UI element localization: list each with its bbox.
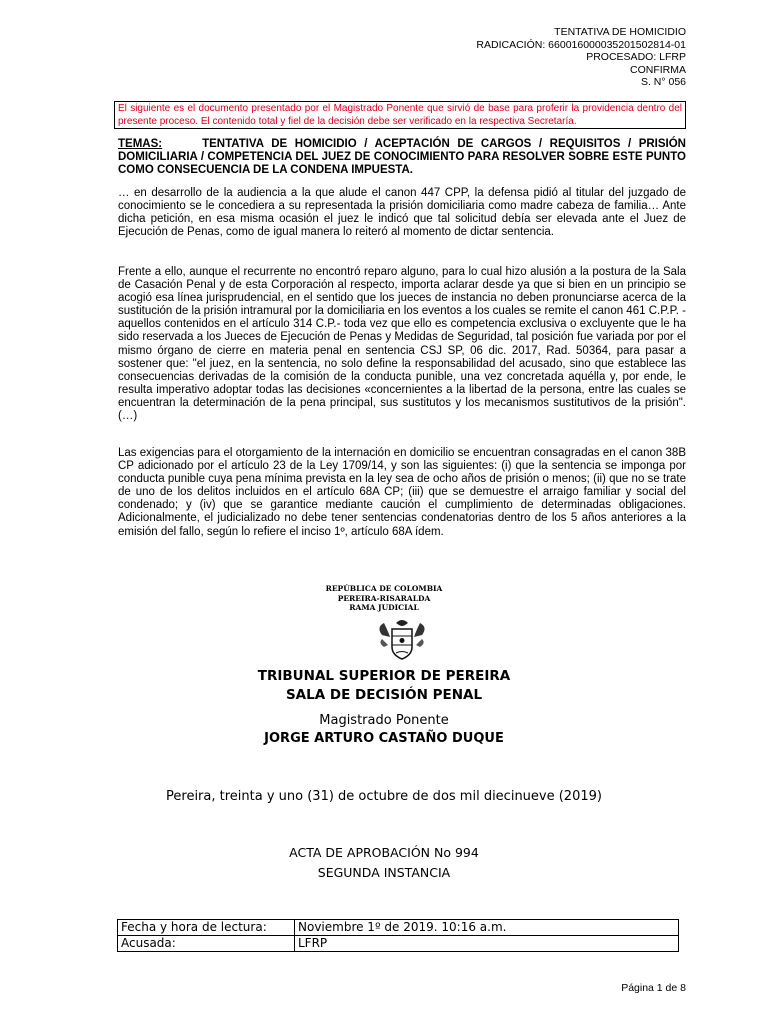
place-date: Pereira, treinta y uno (31) de octubre de dos mil diecinueve (2019) <box>166 789 602 804</box>
institution-branch: RAMA JUDICIAL <box>349 603 419 612</box>
table-value: Noviembre 1º de 2019. 10:16 a.m. <box>295 920 679 936</box>
body-paragraph-3: Las exigencias para el otorgamiento de la internación en domicilio se encuentran consagradas en el canon 38B CP adicionado por el artículo 23 de la Ley 1709/14, y son las siguientes: (i) que la sentencia se imponga por conducta punible cuya pena mínima prevista en la ley sea de ocho años de prisión o menos; (ii) que no se trate de uno de los delitos incluidos en el artículo 68A CP; (iii) que se demuestre el arraigo familiar y social del condenado; y (iv) que se garantice mediante caución el cumplimiento de determinadas obligaciones. Adicionalmente, el judicializado no debe tener sentencias condenatorias dentro de los 5 años anteriores a la emisión del fallo, según lo refiere el inciso 1º, artículo 68A ídem. <box>118 447 686 538</box>
table-row <box>118 920 679 936</box>
tribunal-chamber: SALA DE DECISIÓN PENAL <box>285 687 483 703</box>
body-paragraph-2: Frente a ello, aunque el recurrente no encontró reparo alguno, para lo cual hizo alusión a la postura de la Sala de Casación Penal y de esta Corporación al respecto, importa aclarar desde ya que si bien en un principio se acogió esa línea jurisprudencial, en el sentido que los jueces de instancia no deben pronunciarse acerca de la sustitución de la prisión intramural por la domiciliaria en los eventos a los cuales se remite el canon 461 C.P.P. -aquellos contenidos en el artículo 314 C.P.- toda vez que ello es competencia exclusiva o excluyente que le ha sido reservada a los Jueces de Ejecución de Penas y Medidas de Seguridad, tal posición fue variada por por el mismo órgano de cierre en materia penal en sentencia CSJ SP, 06 dic. 2017, Rad. 50364, para pasar a sostener que: "el juez, en la sentencia, no solo define la responsabilidad del acusado, sino que establece las consecuencias derivadas de la comisión de la conducta punible, una vez concretada aquélla y, por ende, le resulta imperativo adoptar todas las decisiones «concernientes a la libertad de la persona, entre las cuales se encuentran la determinación de la pena principal, sus sustitutos y los mecanismos sustitutivos de la prisión". (…) <box>118 266 686 423</box>
acta-instance: SEGUNDA INSTANCIA <box>317 865 451 880</box>
disclaimer-notice: El siguiente es el documento presentado por el Magistrado Ponente que sirvió de base para proferir la providencia dentro del presente proceso. El contenido total y fiel de la decisión debe ser verificado en la respectiva Secretaría. <box>114 101 686 129</box>
table-label: Acusada: <box>118 936 295 952</box>
table-value: LFRP <box>295 936 679 952</box>
table-label: Fecha y hora de lectura: <box>118 920 295 936</box>
institution-city: PEREIRA-RISARALDA <box>337 593 431 603</box>
magistrate-label: Magistrado Ponente <box>319 713 449 728</box>
topics-block <box>118 138 686 177</box>
institution-country: REPÚBLICA DE COLOMBIA <box>325 584 443 593</box>
institution-heading <box>0 584 768 613</box>
case-number: RADICACIÓN: 66001600003520150281​4-01 <box>476 38 686 51</box>
table-row <box>118 936 679 952</box>
ruling-number: S. N° 056 <box>640 76 686 88</box>
case-type: TENTATIVA DE HOMICIDIO <box>554 26 686 38</box>
colombia-coat-of-arms-icon <box>374 617 430 661</box>
page-number: Página 1 de 8 <box>621 982 686 994</box>
tribunal-heading <box>0 667 768 705</box>
topics-text: TENTATIVA DE HOMICIDIO / ACEPTACIÓN DE CARGOS / REQUISITOS / PRISIÓN DOMICILIARIA / COMPETENCIA DEL JUEZ DE CONOCIMIENTO PARA RESOLVER SOBRE ESTE PUNTO COMO CONSECUENCIA DE LA CONDENA IMPUESTA. <box>118 138 686 176</box>
acta-number: ACTA DE APROBACIÓN No 994 <box>289 845 479 860</box>
tribunal-name: TRIBUNAL SUPERIOR DE PEREIRA <box>257 668 511 684</box>
info-table <box>117 919 679 952</box>
defendant: PROCESADO: LFRP <box>586 51 686 63</box>
body-paragraph-1: … en desarrollo de la audiencia a la que alude el canon 447 CPP, la defensa pidió al titular del juzgado de conocimiento se le concediera a su representada la prisión domiciliaria como madre cabeza de familia… Ante dicha petición, en esa misma ocasión el juez le indicó que tal solicitud debía ser elevada ante el Juez de Ejecución de Penas, como de igual manera lo reiteró al momento de dictar sentencia. <box>118 187 686 239</box>
case-header <box>476 26 686 89</box>
magistrate-name: JORGE ARTURO CASTAÑO DUQUE <box>264 731 504 746</box>
acta-heading <box>0 843 768 883</box>
topics-label: TEMAS: <box>118 138 163 150</box>
decision: CONFIRMA <box>630 63 686 76</box>
